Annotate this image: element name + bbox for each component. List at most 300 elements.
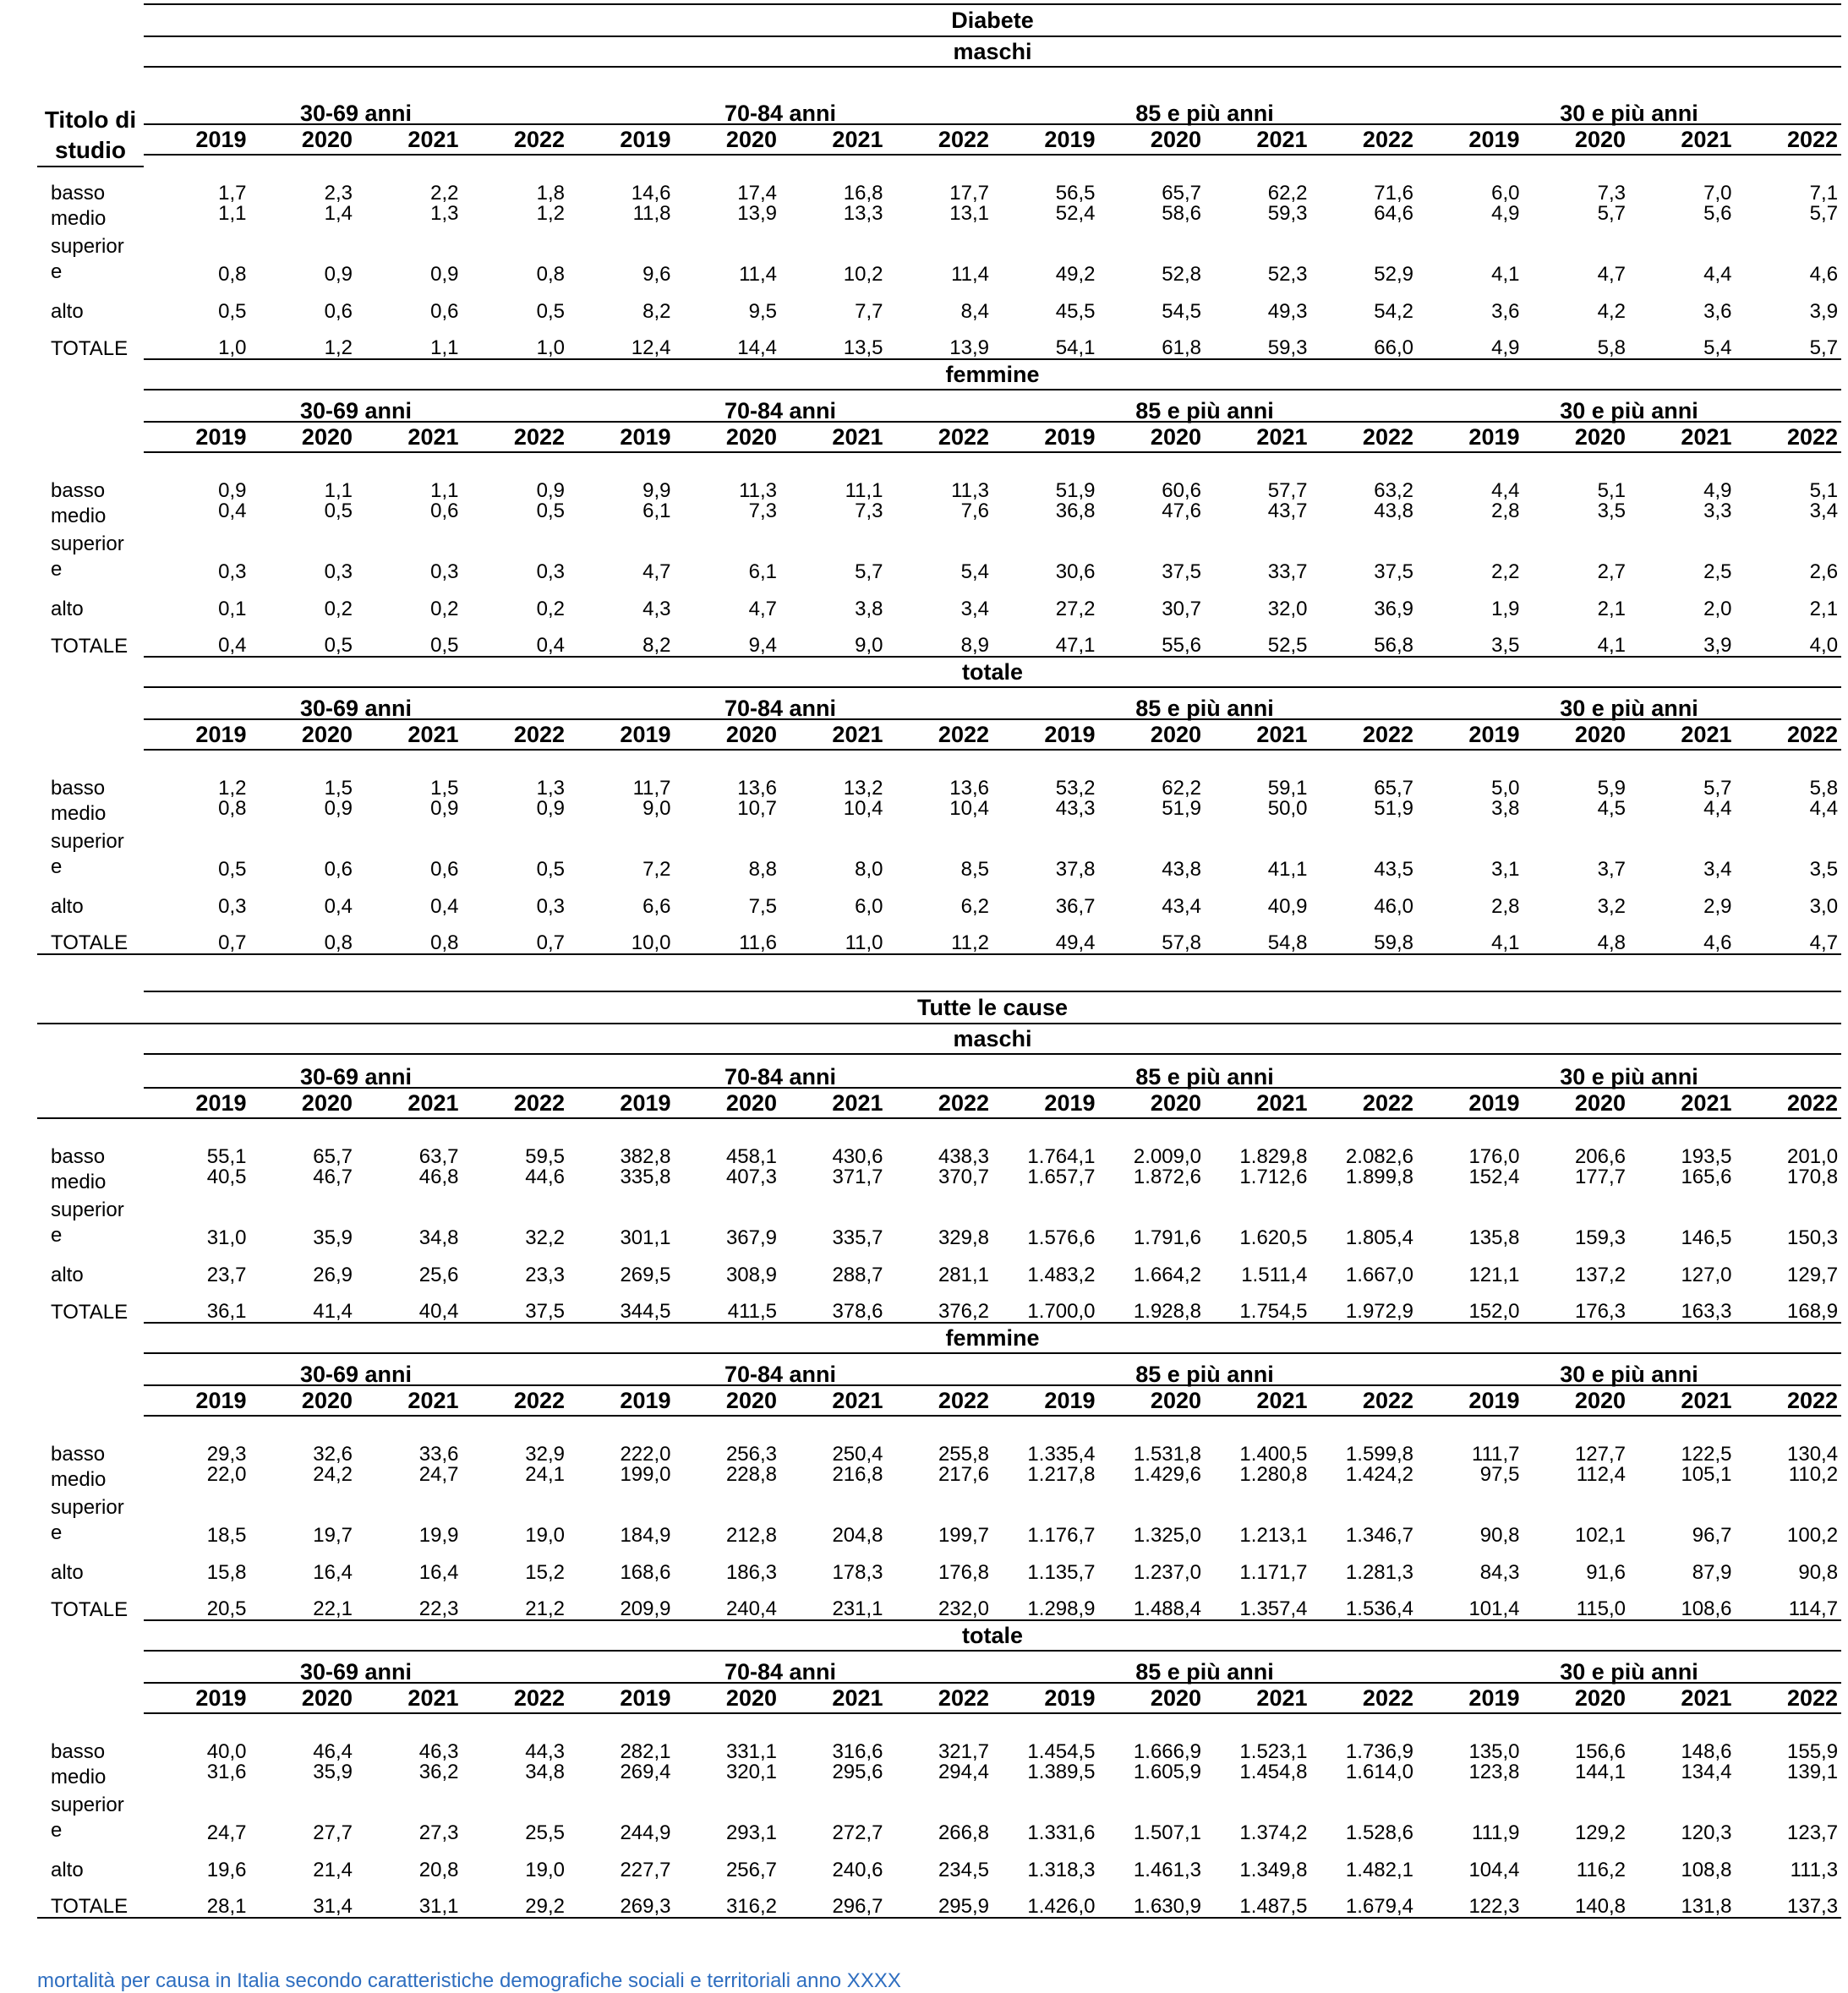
data-cell: 0,8 bbox=[536, 263, 565, 286]
year-header: 2020 bbox=[1099, 1683, 1206, 1713]
age-group-header: 30 e più anni bbox=[1560, 1362, 1698, 1387]
data-cell: 3,9 bbox=[1629, 620, 1736, 657]
sex-label: totale bbox=[144, 657, 1841, 687]
data-cell: 1.135,7 bbox=[1027, 1561, 1096, 1584]
data-cell: 8,2 bbox=[642, 300, 671, 323]
data-cell: 370,7 bbox=[938, 1166, 989, 1188]
data-cell: 0,3 bbox=[218, 560, 247, 583]
age-group-header: 85 e più anni bbox=[1135, 398, 1274, 423]
data-cell: 30,6 bbox=[1055, 560, 1096, 583]
data-cell: 13,1 bbox=[949, 202, 989, 225]
data-cell: 91,6 bbox=[1586, 1561, 1626, 1584]
table-row bbox=[37, 1194, 1841, 1248]
data-cell: 24,7 bbox=[418, 1463, 459, 1486]
data-cell: 0,5 bbox=[218, 858, 247, 881]
data-cell: 232,0 bbox=[887, 1583, 993, 1620]
year-header: 2022 bbox=[462, 124, 569, 155]
data-cell: 41,4 bbox=[250, 1286, 357, 1323]
data-cell: 19,9 bbox=[418, 1524, 459, 1547]
stub-header-label: Titolo di studio bbox=[44, 106, 137, 163]
data-cell: 1,2 bbox=[218, 777, 247, 800]
data-cell: 0,5 bbox=[356, 620, 462, 657]
data-cell: 11,8 bbox=[632, 202, 671, 225]
row-label bbox=[37, 799, 144, 826]
table-row bbox=[37, 167, 1841, 204]
age-group-header: 70-84 anni bbox=[724, 1064, 837, 1089]
year-header: 2021 bbox=[356, 1385, 462, 1416]
data-cell: 33,6 bbox=[418, 1443, 459, 1466]
year-header: 2020 bbox=[675, 1088, 781, 1118]
data-cell: 209,9 bbox=[568, 1583, 675, 1620]
data-cell: 105,1 bbox=[1681, 1463, 1732, 1486]
age-group-header: 85 e più anni bbox=[1135, 696, 1274, 721]
data-cell: 1,3 bbox=[430, 202, 459, 225]
year-header: 2021 bbox=[1629, 422, 1736, 452]
data-cell: 65,7 bbox=[313, 1145, 353, 1168]
table-row bbox=[37, 1843, 1841, 1881]
data-cell: 0,7 bbox=[462, 917, 569, 954]
year-header: 2021 bbox=[1205, 124, 1311, 155]
row-label: TOTALE bbox=[51, 337, 128, 360]
data-cell: 8,4 bbox=[960, 300, 989, 323]
data-cell: 316,6 bbox=[832, 1740, 883, 1763]
data-cell: 43,3 bbox=[1055, 797, 1096, 820]
empty-cell bbox=[37, 1385, 144, 1416]
data-cell: 0,5 bbox=[536, 858, 565, 881]
table-row bbox=[37, 826, 1841, 880]
empty-cell bbox=[37, 1024, 144, 1054]
data-cell: 58,6 bbox=[1162, 202, 1201, 225]
year-header: 2019 bbox=[992, 422, 1099, 452]
data-cell: 24,1 bbox=[525, 1463, 565, 1486]
year-header: 2019 bbox=[568, 1385, 675, 1416]
data-cell: 11,1 bbox=[845, 479, 883, 502]
data-cell: 35,9 bbox=[313, 1226, 353, 1249]
table-row bbox=[37, 464, 1841, 501]
year-header: 2020 bbox=[1523, 124, 1630, 155]
data-cell: 90,8 bbox=[1479, 1524, 1520, 1547]
data-cell: 0,3 bbox=[430, 560, 459, 583]
data-cell: 32,2 bbox=[525, 1226, 565, 1249]
data-cell: 0,7 bbox=[144, 917, 250, 954]
data-cell: 1.346,7 bbox=[1345, 1524, 1413, 1547]
data-cell: 123,8 bbox=[1468, 1761, 1520, 1783]
row-label-text: medio bbox=[51, 505, 107, 527]
data-cell: 1.664,2 bbox=[1133, 1264, 1201, 1286]
data-cell: 4,3 bbox=[642, 598, 671, 620]
year-header: 2021 bbox=[780, 1088, 887, 1118]
data-cell: 2,2 bbox=[430, 182, 459, 205]
data-cell: 1.213,1 bbox=[1239, 1524, 1308, 1547]
data-cell: 0,3 bbox=[536, 895, 565, 918]
year-header: 2022 bbox=[1736, 719, 1842, 750]
spacer bbox=[37, 1713, 1841, 1725]
data-cell: 152,4 bbox=[1468, 1166, 1520, 1188]
data-cell: 5,8 bbox=[1523, 322, 1630, 359]
data-cell: 59,1 bbox=[1267, 777, 1308, 800]
data-cell: 10,2 bbox=[843, 263, 883, 286]
year-header: 2019 bbox=[1417, 1088, 1523, 1118]
data-cell: 0,9 bbox=[430, 797, 459, 820]
row-label-text: medio bbox=[51, 207, 107, 230]
year-header: 2021 bbox=[1629, 719, 1736, 750]
data-cell: 16,8 bbox=[843, 182, 883, 205]
data-cell: 216,8 bbox=[832, 1463, 883, 1486]
data-cell: 19,0 bbox=[525, 1859, 565, 1881]
data-cell: 176,3 bbox=[1523, 1286, 1630, 1323]
data-cell: 0,5 bbox=[250, 620, 357, 657]
year-header: 2021 bbox=[1629, 124, 1736, 155]
empty-cell bbox=[37, 390, 144, 422]
data-cell: 344,5 bbox=[568, 1286, 675, 1323]
data-cell: 29,3 bbox=[206, 1443, 247, 1466]
data-cell: 1.426,0 bbox=[992, 1881, 1099, 1918]
data-cell: 59,3 bbox=[1267, 202, 1308, 225]
data-cell: 293,1 bbox=[725, 1821, 777, 1844]
data-cell: 176,8 bbox=[938, 1561, 989, 1584]
data-cell: 177,7 bbox=[1574, 1166, 1626, 1188]
data-cell: 51,9 bbox=[1374, 797, 1413, 820]
data-cell: 130,4 bbox=[1787, 1443, 1839, 1466]
data-cell: 288,7 bbox=[832, 1264, 883, 1286]
data-cell: 1.736,9 bbox=[1345, 1740, 1413, 1763]
row-label: TOTALE bbox=[37, 917, 144, 954]
data-cell: 122,3 bbox=[1417, 1881, 1523, 1918]
data-cell: 31,1 bbox=[356, 1881, 462, 1918]
data-cell: 46,7 bbox=[313, 1166, 353, 1188]
data-cell: 11,7 bbox=[632, 777, 671, 800]
data-cell: 59,3 bbox=[1205, 322, 1311, 359]
data-cell: 3,4 bbox=[1809, 500, 1839, 522]
data-cell: 59,5 bbox=[525, 1145, 565, 1168]
data-cell: 1,9 bbox=[1491, 598, 1520, 620]
year-header: 2019 bbox=[992, 1088, 1099, 1118]
sex-label: femmine bbox=[144, 1323, 1841, 1353]
empty-cell bbox=[37, 1088, 144, 1118]
year-header: 2019 bbox=[144, 422, 250, 452]
year-header: 2020 bbox=[1099, 422, 1206, 452]
data-cell: 15,2 bbox=[525, 1561, 565, 1584]
year-header: 2020 bbox=[250, 422, 357, 452]
data-cell: 47,1 bbox=[992, 620, 1099, 657]
data-cell: 49,4 bbox=[992, 917, 1099, 954]
year-header: 2019 bbox=[144, 719, 250, 750]
age-group-header: 30-69 anni bbox=[299, 101, 413, 126]
spacer bbox=[144, 155, 1841, 167]
data-cell: 168,6 bbox=[620, 1561, 671, 1584]
year-header: 2020 bbox=[1523, 1385, 1630, 1416]
age-group-header: 30-69 anni bbox=[299, 696, 413, 721]
data-cell: 329,8 bbox=[938, 1226, 989, 1249]
data-cell: 0,5 bbox=[324, 500, 353, 522]
data-cell: 13,2 bbox=[843, 777, 883, 800]
year-header: 2020 bbox=[675, 719, 781, 750]
data-cell: 0,2 bbox=[536, 598, 565, 620]
age-group-header: 30-69 anni bbox=[299, 398, 413, 423]
data-cell: 165,6 bbox=[1681, 1166, 1732, 1188]
age-group-header: 30-69 anni bbox=[299, 1362, 413, 1387]
data-cell: 0,8 bbox=[218, 797, 247, 820]
data-cell: 0,4 bbox=[218, 500, 247, 522]
year-header: 2020 bbox=[250, 719, 357, 750]
data-cell: 407,3 bbox=[725, 1166, 777, 1188]
data-cell: 4,8 bbox=[1523, 917, 1630, 954]
data-cell: 100,2 bbox=[1787, 1524, 1839, 1547]
year-header: 2020 bbox=[675, 1385, 781, 1416]
data-cell: 8,9 bbox=[887, 620, 993, 657]
data-cell: 1.805,4 bbox=[1345, 1226, 1413, 1249]
data-cell: 250,4 bbox=[832, 1443, 883, 1466]
data-cell: 4,6 bbox=[1809, 263, 1839, 286]
year-header: 2020 bbox=[675, 124, 781, 155]
empty-cell bbox=[37, 359, 144, 390]
year-header: 2022 bbox=[1736, 422, 1842, 452]
data-cell: 1.454,5 bbox=[1027, 1740, 1096, 1763]
data-cell: 54,2 bbox=[1374, 300, 1413, 323]
data-cell: 90,8 bbox=[1798, 1561, 1839, 1584]
data-cell: 11,4 bbox=[739, 263, 777, 286]
age-group-header: 30 e più anni bbox=[1560, 1064, 1698, 1089]
data-cell: 54,1 bbox=[992, 322, 1099, 359]
row-label: TOTALE bbox=[51, 1598, 128, 1621]
data-cell: 61,8 bbox=[1099, 322, 1206, 359]
data-cell: 1,0 bbox=[144, 322, 250, 359]
row-label: alto bbox=[51, 1859, 84, 1881]
data-cell: 1,1 bbox=[430, 479, 459, 502]
year-header: 2019 bbox=[1417, 1683, 1523, 1713]
age-group-header: 85 e più anni bbox=[1135, 1064, 1274, 1089]
data-cell: 31,0 bbox=[206, 1226, 247, 1249]
data-cell: 3,5 bbox=[1597, 500, 1626, 522]
data-cell: 4,4 bbox=[1809, 797, 1839, 820]
data-cell: 1,1 bbox=[218, 202, 247, 225]
data-cell: 27,7 bbox=[313, 1821, 353, 1844]
data-cell: 1.281,3 bbox=[1345, 1561, 1413, 1584]
row-label bbox=[37, 1167, 144, 1194]
data-cell: 0,4 bbox=[144, 620, 250, 657]
data-cell: 116,2 bbox=[1576, 1859, 1626, 1881]
data-cell: 3,2 bbox=[1597, 895, 1626, 918]
data-cell: 3,7 bbox=[1597, 858, 1626, 881]
data-cell: 37,5 bbox=[462, 1286, 569, 1323]
data-cell: 50,0 bbox=[1267, 797, 1308, 820]
data-cell: 27,3 bbox=[418, 1821, 459, 1844]
data-cell: 5,7 bbox=[1809, 202, 1839, 225]
data-cell: 7,2 bbox=[642, 858, 671, 881]
data-cell: 320,1 bbox=[725, 1761, 777, 1783]
row-label: alto bbox=[51, 895, 84, 918]
data-cell: 19,0 bbox=[525, 1524, 565, 1547]
year-header: 2021 bbox=[780, 1385, 887, 1416]
data-cell: 1.667,0 bbox=[1345, 1264, 1413, 1286]
data-cell: 4,1 bbox=[1491, 263, 1520, 286]
data-cell: 199,7 bbox=[938, 1524, 989, 1547]
data-cell: 0,8 bbox=[218, 263, 247, 286]
data-cell: 11,3 bbox=[951, 479, 989, 502]
data-cell: 371,7 bbox=[832, 1166, 883, 1188]
data-cell: 1.700,0 bbox=[992, 1286, 1099, 1323]
empty-cell bbox=[37, 719, 144, 750]
data-cell: 0,5 bbox=[536, 300, 565, 323]
data-cell: 64,6 bbox=[1374, 202, 1413, 225]
year-header: 2019 bbox=[568, 422, 675, 452]
data-cell: 1,2 bbox=[250, 322, 357, 359]
year-header: 2021 bbox=[356, 1683, 462, 1713]
year-header: 2020 bbox=[250, 1385, 357, 1416]
data-cell: 140,8 bbox=[1523, 1881, 1630, 1918]
data-cell: 134,4 bbox=[1681, 1761, 1732, 1783]
data-cell: 0,3 bbox=[536, 560, 565, 583]
data-cell: 17,4 bbox=[737, 182, 777, 205]
data-cell: 40,0 bbox=[206, 1740, 247, 1763]
data-cell: 6,1 bbox=[748, 560, 777, 583]
data-cell: 12,4 bbox=[568, 322, 675, 359]
year-header: 2020 bbox=[250, 1683, 357, 1713]
data-cell: 0,6 bbox=[430, 300, 459, 323]
data-cell: 7,3 bbox=[1597, 182, 1626, 205]
data-cell: 108,6 bbox=[1629, 1583, 1736, 1620]
data-cell: 37,5 bbox=[1374, 560, 1413, 583]
year-header: 2019 bbox=[568, 1683, 675, 1713]
data-cell: 10,7 bbox=[737, 797, 777, 820]
row-label-text: medio bbox=[51, 802, 107, 825]
data-cell: 5,4 bbox=[1629, 322, 1736, 359]
data-cell: 10,4 bbox=[949, 797, 989, 820]
data-cell: 335,7 bbox=[832, 1226, 883, 1249]
data-cell: 55,1 bbox=[206, 1145, 247, 1168]
data-cell: 97,5 bbox=[1479, 1463, 1520, 1486]
data-cell: 41,1 bbox=[1267, 858, 1308, 881]
sex-label: maschi bbox=[144, 36, 1841, 67]
data-cell: 21,4 bbox=[313, 1859, 353, 1881]
year-header: 2020 bbox=[1523, 422, 1630, 452]
data-cell: 163,3 bbox=[1629, 1286, 1736, 1323]
year-header: 2019 bbox=[144, 1683, 250, 1713]
year-header: 2022 bbox=[462, 1088, 569, 1118]
spacer bbox=[37, 1416, 1841, 1428]
data-cell: 1.657,7 bbox=[1027, 1166, 1096, 1188]
data-cell: 108,8 bbox=[1681, 1859, 1732, 1881]
row-label: superior e bbox=[51, 1199, 124, 1247]
data-cell: 0,9 bbox=[324, 797, 353, 820]
age-group-header: 30-69 anni bbox=[299, 1064, 413, 1089]
data-cell: 1.176,7 bbox=[1027, 1524, 1096, 1547]
spacer bbox=[37, 750, 1841, 762]
data-cell: 1.507,1 bbox=[1133, 1821, 1201, 1844]
empty-cell bbox=[37, 687, 144, 719]
data-cell: 23,3 bbox=[525, 1264, 565, 1286]
data-cell: 57,7 bbox=[1267, 479, 1308, 502]
data-cell: 176,0 bbox=[1468, 1145, 1520, 1168]
year-header: 2020 bbox=[250, 1088, 357, 1118]
data-cell: 46,4 bbox=[313, 1740, 353, 1763]
data-cell: 35,9 bbox=[313, 1761, 353, 1783]
data-cell: 37,5 bbox=[1162, 560, 1201, 583]
year-header: 2021 bbox=[356, 1088, 462, 1118]
data-cell: 28,1 bbox=[144, 1881, 250, 1918]
data-cell: 22,3 bbox=[356, 1583, 462, 1620]
year-header: 2022 bbox=[462, 719, 569, 750]
data-cell: 102,1 bbox=[1574, 1524, 1626, 1547]
data-cell: 111,9 bbox=[1472, 1821, 1520, 1844]
table-row bbox=[37, 1167, 1841, 1194]
data-cell: 4,9 bbox=[1417, 322, 1523, 359]
data-cell: 1.237,0 bbox=[1133, 1561, 1201, 1584]
data-cell: 430,6 bbox=[832, 1145, 883, 1168]
data-cell: 4,7 bbox=[748, 598, 777, 620]
data-cell: 11,0 bbox=[780, 917, 887, 954]
data-cell: 25,5 bbox=[525, 1821, 565, 1844]
data-cell: 7,0 bbox=[1703, 182, 1732, 205]
year-header: 2021 bbox=[1629, 1385, 1736, 1416]
data-cell: 1.298,9 bbox=[992, 1583, 1099, 1620]
row-label bbox=[37, 1762, 144, 1789]
data-cell: 13,6 bbox=[949, 777, 989, 800]
data-cell: 24,2 bbox=[313, 1463, 353, 1486]
year-header: 2022 bbox=[1736, 124, 1842, 155]
data-cell: 2.009,0 bbox=[1133, 1145, 1201, 1168]
data-cell: 56,5 bbox=[1055, 182, 1096, 205]
data-cell: 53,2 bbox=[1055, 777, 1096, 800]
data-cell: 36,9 bbox=[1374, 598, 1413, 620]
footer-link[interactable]: mortalità per causa in Italia secondo caratteristiche demografiche sociali e territoriali anno XXXX bbox=[37, 1969, 901, 1992]
data-cell: 111,3 bbox=[1790, 1859, 1839, 1881]
data-cell: 1,5 bbox=[324, 777, 353, 800]
data-cell: 2,8 bbox=[1491, 500, 1520, 522]
data-cell: 11,4 bbox=[951, 263, 989, 286]
data-cell: 11,2 bbox=[887, 917, 993, 954]
data-cell: 0,9 bbox=[536, 479, 565, 502]
data-cell: 301,1 bbox=[620, 1226, 671, 1249]
data-cell: 46,0 bbox=[1374, 895, 1413, 918]
data-cell: 4,7 bbox=[1736, 917, 1842, 954]
data-cell: 0,1 bbox=[218, 598, 247, 620]
year-header: 2021 bbox=[780, 422, 887, 452]
data-cell: 5,0 bbox=[1491, 777, 1520, 800]
empty-cell bbox=[37, 991, 144, 1024]
year-header: 2019 bbox=[992, 1385, 1099, 1416]
data-cell: 7,3 bbox=[855, 500, 883, 522]
data-cell: 1.429,6 bbox=[1133, 1463, 1201, 1486]
year-header: 2019 bbox=[144, 1385, 250, 1416]
year-header: 2022 bbox=[1311, 719, 1418, 750]
data-cell: 122,5 bbox=[1681, 1443, 1732, 1466]
data-cell: 111,7 bbox=[1472, 1443, 1520, 1466]
data-cell: 144,1 bbox=[1574, 1761, 1626, 1783]
data-cell: 1.280,8 bbox=[1239, 1463, 1308, 1486]
table-row bbox=[37, 1546, 1841, 1583]
data-cell: 0,3 bbox=[324, 560, 353, 583]
row-label: TOTALE bbox=[37, 1881, 144, 1918]
data-cell: 43,7 bbox=[1267, 500, 1308, 522]
year-header: 2022 bbox=[462, 1385, 569, 1416]
data-cell: 7,3 bbox=[748, 500, 777, 522]
data-cell: 155,9 bbox=[1787, 1740, 1839, 1763]
data-cell: 20,8 bbox=[418, 1859, 459, 1881]
data-cell: 4,6 bbox=[1629, 917, 1736, 954]
year-header: 2020 bbox=[1523, 1088, 1630, 1118]
data-cell: 1.754,5 bbox=[1205, 1286, 1311, 1323]
data-cell: 101,4 bbox=[1417, 1583, 1523, 1620]
data-table bbox=[37, 3, 1841, 955]
table-row bbox=[37, 1465, 1841, 1492]
data-cell: 137,2 bbox=[1574, 1264, 1626, 1286]
table-row bbox=[37, 285, 1841, 322]
data-cell: 10,0 bbox=[568, 917, 675, 954]
data-cell: 201,0 bbox=[1787, 1145, 1839, 1168]
data-cell: 49,2 bbox=[1055, 263, 1096, 286]
data-cell: 11,6 bbox=[675, 917, 781, 954]
